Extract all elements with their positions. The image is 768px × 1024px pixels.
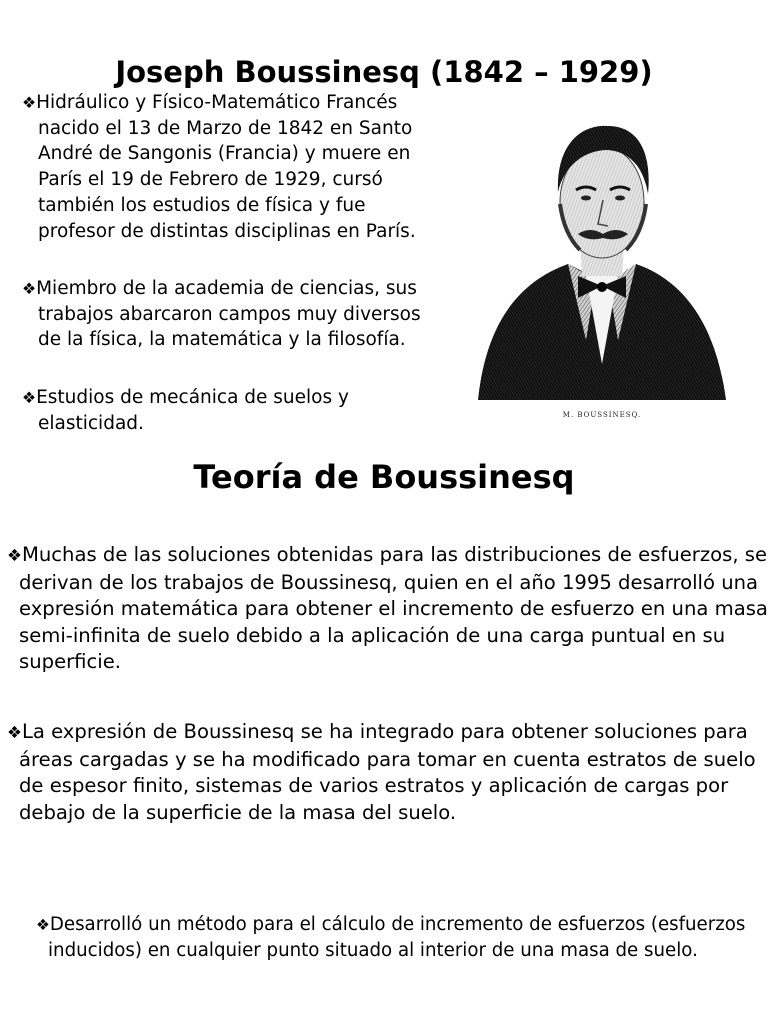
portrait-caption: M. BOUSSINESQ. <box>562 411 642 419</box>
diamond-bullet-icon: ❖ <box>22 93 37 112</box>
bullet-item <box>7 719 768 826</box>
bullet-item <box>22 385 443 436</box>
diamond-bullet-icon: ❖ <box>36 916 50 934</box>
diamond-bullet-icon: ❖ <box>7 723 22 742</box>
diamond-bullet-icon: ❖ <box>22 279 37 298</box>
bullet-text: Desarrolló un método para el cálculo de incremento de esfuerzos (esfuerzos inducidos) en cualquier punto situado al interior de una masa de suelo. <box>48 914 746 961</box>
diamond-bullet-icon: ❖ <box>7 546 22 565</box>
page-title: Joseph Boussinesq (1842 – 1929) <box>115 55 653 89</box>
section-title: Teoría de Boussinesq <box>193 458 575 496</box>
bullet-item <box>7 542 768 676</box>
portrait-engraving <box>468 104 736 430</box>
bullet-item <box>22 276 443 353</box>
diamond-bullet-icon: ❖ <box>22 388 37 407</box>
bullet-text: Miembro de la academia de ciencias, sus trabajos abarcaron campos muy diversos de la física, la matemática y la filosofía. <box>36 278 421 351</box>
bullet-item <box>36 912 748 964</box>
bullet-text: Estudios de mecánica de suelos y elasticidad. <box>36 387 349 434</box>
bullet-text: Hidráulico y Físico-Matemático Francés nacido el 13 de Marzo de 1842 en Santo André de Sangonis (Francia) y muere en París el 19 de Febrero de 1929, cursó también los estudios de física y fue profesor de distintas disciplinas en París. <box>36 92 416 242</box>
bullet-text: Muchas de las soluciones obtenidas para las distribuciones de esfuerzos, se derivan de los trabajos de Boussinesq, quien en el año 1995 desarrolló una expresión matemática para obtener el incremento de esfuerzo en una masa semi-infinita de suelo debido a la aplicación de una carga puntual en su superficie. <box>19 543 768 673</box>
bullet-text: La expresión de Boussinesq se ha integrado para obtener soluciones para áreas cargadas y se ha modificado para tomar en cuenta estratos de suelo de espesor finito, sistemas de varios estratos y aplicación de cargas por debajo de la superficie de la masa del suelo. <box>19 720 756 824</box>
bullet-item <box>22 90 443 244</box>
